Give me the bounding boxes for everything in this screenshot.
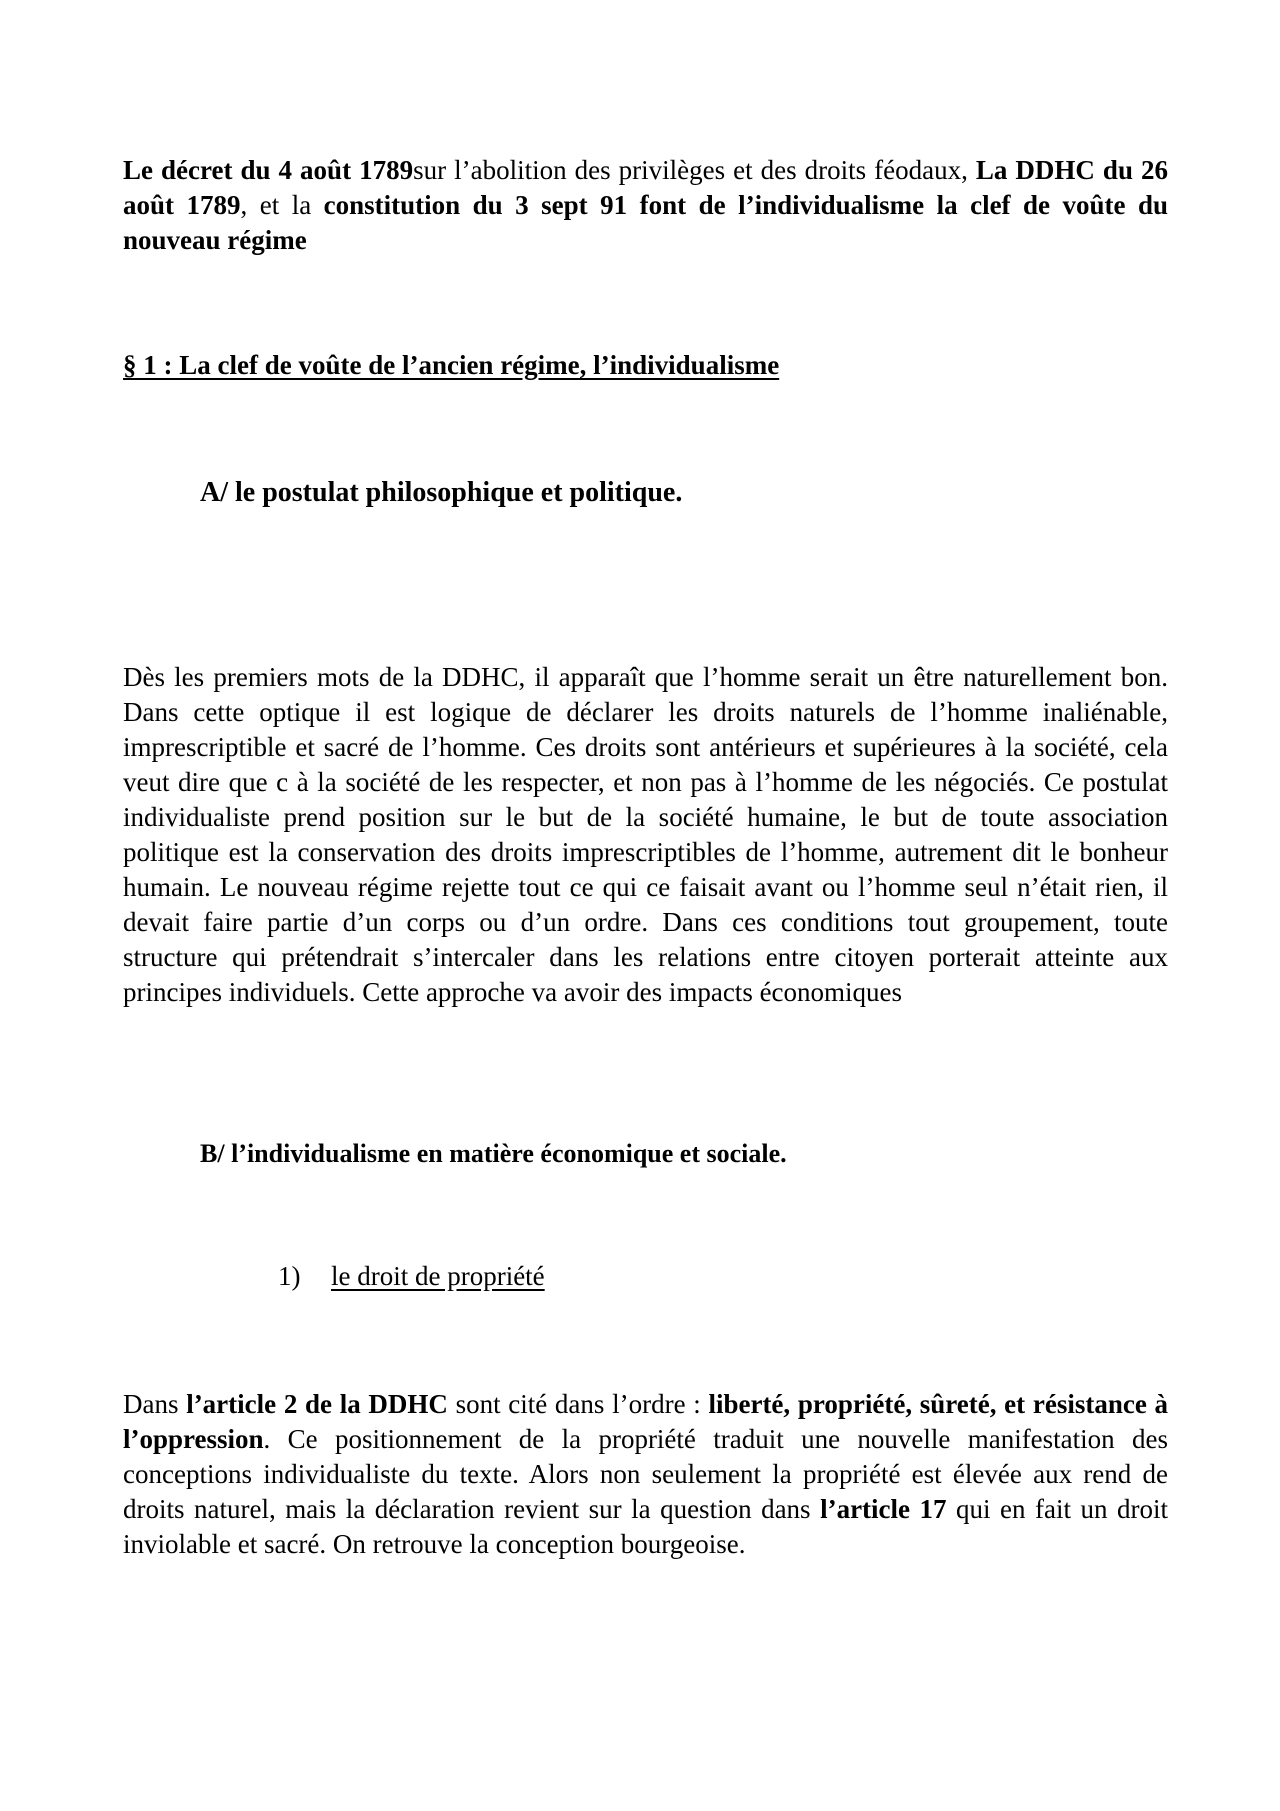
- body-b-text-1: Dans: [123, 1389, 187, 1419]
- body-b-bold-article2: l’article 2 de la DDHC: [186, 1389, 448, 1419]
- body-b-text-4: qui en fait un droit inviolable et sacré. On retrouve la conception bourgeoise.: [123, 1494, 1168, 1559]
- intro-paragraph: [123, 153, 1168, 258]
- intro-text-1: sur l’abolition des privilèges et des droits féodaux,: [413, 155, 976, 185]
- subsection-a-title: A/ le postulat philosophique et politique.: [200, 477, 683, 508]
- numbered-heading: [278, 1259, 545, 1294]
- numbered-heading-number: 1): [278, 1261, 301, 1291]
- body-b-bold-article17: l’article 17: [820, 1494, 947, 1524]
- body-b-text-3: . Ce positionnement de la propriété traduit une nouvelle manifestation des conceptions individualiste du texte. Alors non seulement la propriété est élevée aux rend de droits naturel, mais la déclaration revient sur la question dans: [123, 1424, 1168, 1524]
- subsection-b-title: B/ l’individualisme en matière économique et sociale.: [200, 1139, 787, 1168]
- body-b-text-2: sont cité dans l’ordre :: [447, 1389, 709, 1419]
- intro-bold-decree: Le décret du 4 août 1789: [123, 155, 414, 185]
- subsection-b-paragraph: [123, 1387, 1168, 1562]
- intro-bold-ddhc: La DDHC du 26 août 1789: [123, 155, 1168, 220]
- body-b-bold-rights: liberté, propriété, sûreté, et résistance à l’oppression: [123, 1389, 1168, 1454]
- subsection-a-paragraph: Dès les premiers mots de la DDHC, il apparaît que l’homme serait un être naturellement bon. Dans cette optique il est logique de déclarer les droits naturels de l’homme inaliénable, imprescriptible et sacré de l’homme. Ces droits sont antérieurs et supérieures à la société, cela veut dire que c à la société de les respecter, et non pas à l’homme de les négociés. Ce postulat individualiste prend position sur le but de la société humaine, le but de toute association politique est la conservation des droits imprescriptibles de l’homme, autrement dit le bonheur humain. Le nouveau régime rejette tout ce qui ce faisait avant ou l’homme seul n’était rien, il devait faire partie d’un corps ou d’un ordre. Dans ces conditions tout groupement, toute structure qui prétendrait s’intercaler dans les relations entre citoyen porterait atteinte aux principes individuels. Cette approche va avoir des impacts économiques: [123, 662, 1168, 1007]
- intro-bold-constitution: constitution du 3 sept 91 font de l’individualisme la clef de voûte du nouveau régime: [123, 190, 1169, 255]
- section-title: § 1 : La clef de voûte de l’ancien régime, l’individualisme: [123, 350, 780, 380]
- numbered-heading-label: le droit de propriété: [331, 1261, 545, 1291]
- intro-text-2: , et la: [240, 190, 324, 220]
